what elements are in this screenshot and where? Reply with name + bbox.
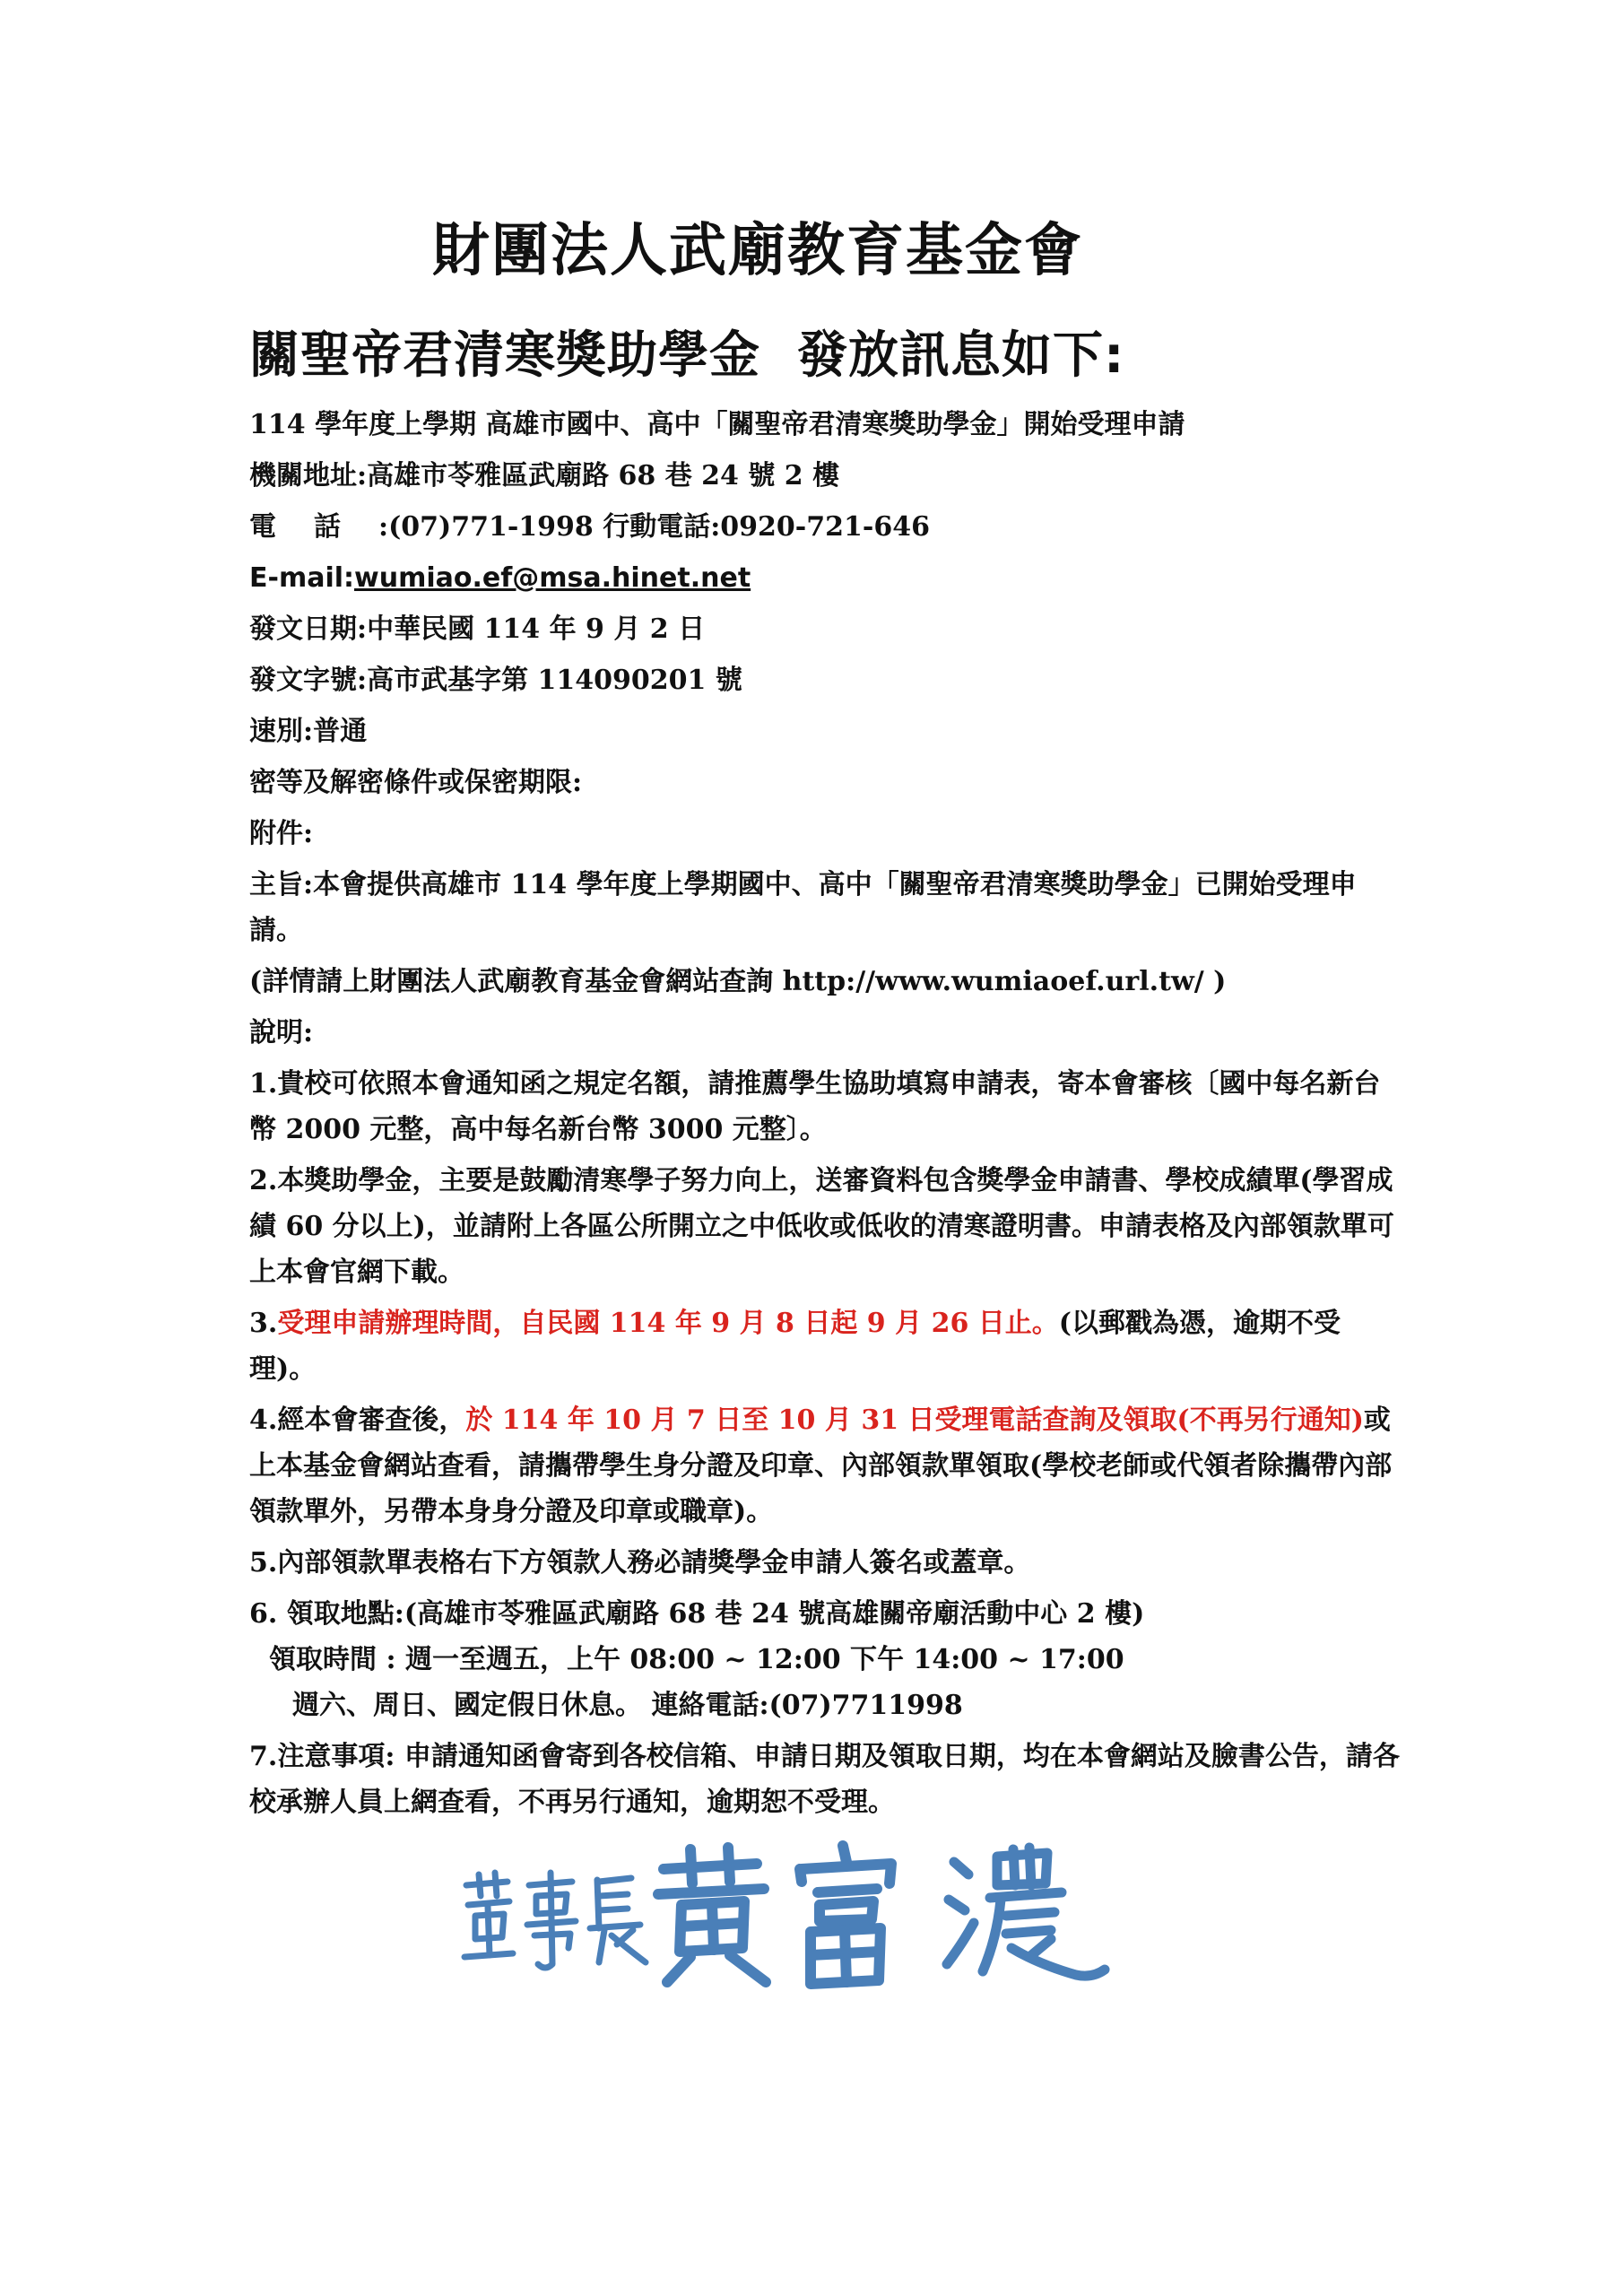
item-3 [249,1300,1406,1392]
phone-line [249,504,1406,550]
email-link[interactable]: wumiao.ef@msa.hinet.net [354,562,751,594]
email-line [249,555,1406,601]
item-4-suffix: 或上本基金會網站查看，請攜帶學生身分證及印章、內部領款單領取(學校老師或代領者除攜帶內部領款單外，另帶本身身分證及印章或職章)。 [249,1405,1393,1527]
signature-ink [464,1846,1105,1984]
chairman-signature [456,1830,1155,1991]
website-note: (詳情請上財團法人武廟教育基金會網站查詢 http://www.wumiaoef.url.tw/ ) [249,966,1227,997]
notice-body [249,402,1406,1825]
issue-date: 發文日期:中華民國 114 年 9 月 2 日 [249,613,706,645]
notice-subtitle: 關聖帝君清寒獎助學金 發放訊息如下: [249,326,1125,385]
item-6-holiday: 週六、周日、國定假日休息。 連絡電話:(07)7711998 [292,1690,963,1721]
item-1: 1.貴校可依照本會通知函之規定名額，請推薦學生協助填寫申請表，寄本會審核〔國中每名新台幣 2000 元整，高中每名新台幣 3000 元整〕。 [249,1068,1381,1145]
document-number: 發文字號:高市武基字第 114090201 號 [249,665,742,696]
attachment-line: 附件: [249,818,314,849]
item-4-prefix: 4.經本會審查後， [249,1405,466,1436]
item-3-deadline: 受理申請辦理時間，自民國 114 年 9 月 8 日起 9 月 26 日止。 [277,1308,1059,1339]
item-3-suffix: (以郵戳為憑，逾期不受理)。 [249,1308,1341,1385]
org-title: 財團法人武廟教育基金會 [432,218,1083,284]
email-label: E-mail: [249,562,355,594]
item-4 [249,1397,1406,1535]
item-3-prefix: 3. [249,1308,278,1339]
speed-class: 速別:普通 [249,716,368,747]
intro-line: 114 學年度上學期 高雄市國中、高中「關聖帝君清寒獎助學金」開始受理申請 [249,409,1185,440]
phone-value: :(07)771-1998 行動電話:0920-721-646 [378,511,930,543]
explain-label: 說明: [249,1017,314,1048]
item-6-time: 領取時間 : 週一至週五，上午 08:00 ~ 12:00 下午 14:00 ~ 17:00 [269,1644,1124,1675]
address-line: 機關地址:高雄市苓雅區武廟路 68 巷 24 號 2 樓 [249,460,840,491]
secrecy-line: 密等及解密條件或保密期限: [249,767,583,798]
subject-line: 主旨:本會提供高雄市 114 學年度上學期國中、高中「關聖帝君清寒獎助學金」已開始受理申請。 [249,869,1357,946]
item-6: 6. 領取地點:(高雄市苓雅區武廟路 68 巷 24 號高雄關帝廟活動中心 2 樓) [249,1598,1145,1630]
item-2: 2.本獎助學金，主要是鼓勵清寒學子努力向上，送審資料包含獎學金申請書、學校成績單(學習成績 60 分以上)，並請附上各區公所開立之中低收或低收的清寒證明書。申請表格及內部領款單可上本會官網下載。 [249,1165,1394,1288]
item-7: 7.注意事項: 申請通知函會寄到各校信箱、申請日期及領取日期，均在本會網站及臉書公告，請各校承辦人員上網查看，不再另行通知，逾期恕不受理。 [249,1741,1400,1818]
item-4-pickup-period: 於 114 年 10 月 7 日至 10 月 31 日受理電話查詢及領取(不再另行通知) [465,1405,1364,1436]
item-5: 5.內部領款單表格右下方領款人務必請獎學金申請人簽名或蓋章。 [249,1547,1031,1578]
phone-label: 電話 [249,511,378,543]
